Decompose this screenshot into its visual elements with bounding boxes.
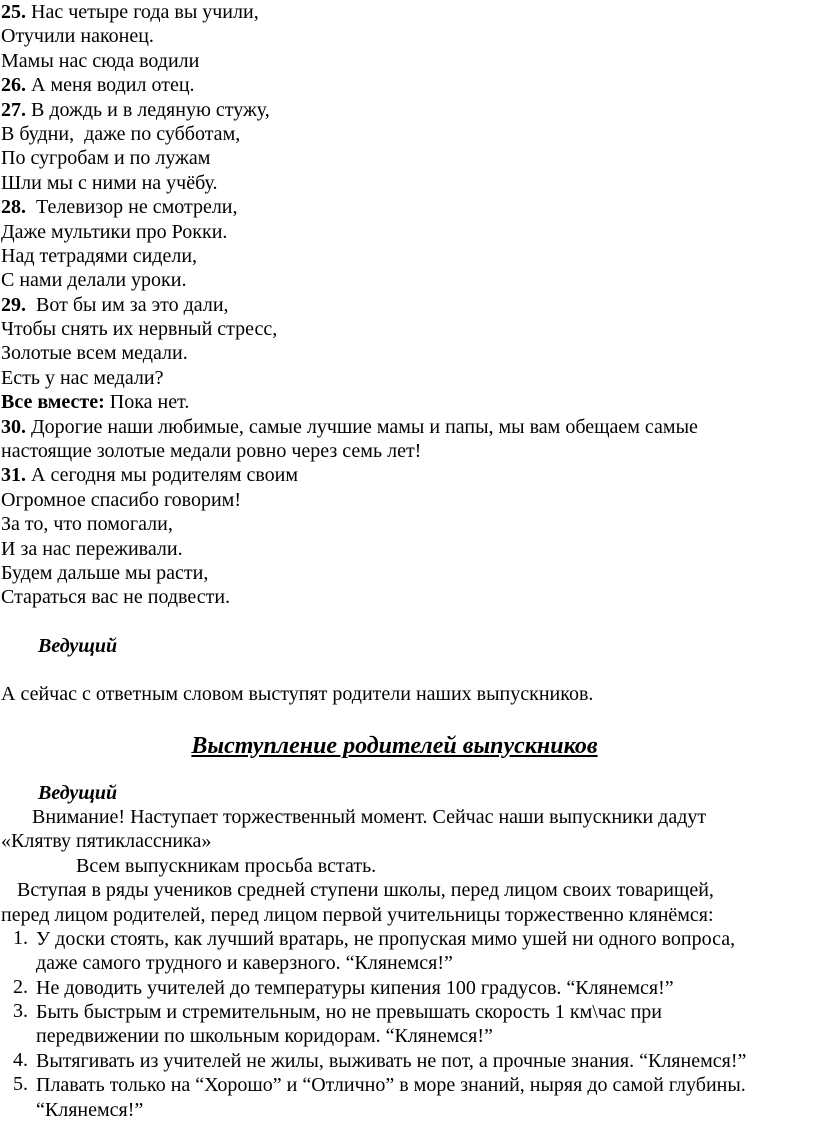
- oath-text: Быть быстрым и стремительным, но не превышать скорость 1 км\час при: [36, 1001, 662, 1024]
- verse-text: Даже мультики про Рокки.: [1, 220, 228, 243]
- verse-number: 27.: [1, 98, 26, 121]
- oath-intro-text: Вступая в ряды учеников средней ступени школы, перед лицом своих товарищей,: [17, 879, 714, 902]
- section-title: Выступление родителей выпускников: [191, 732, 598, 759]
- verse-text: Чтобы снять их нервный стресс,: [1, 318, 278, 341]
- poem-line: [1, 24, 816, 48]
- oath-number: 3.: [13, 1000, 28, 1023]
- spacer: [1, 610, 816, 634]
- poem-line: [1, 512, 816, 536]
- verse-text: Дорогие наши любимые, самые лучшие мамы и папы, мы вам обещаем самые: [26, 415, 698, 438]
- poem-line: [1, 537, 816, 561]
- oath-text: “Клянемся!”: [36, 1098, 144, 1121]
- oath-list: [1, 927, 816, 1122]
- poem-line: [1, 439, 816, 463]
- spacer: [1, 761, 816, 781]
- oath-number: 1.: [13, 926, 28, 949]
- verse-text: Над тетрадями сидели,: [1, 244, 198, 267]
- speaker-label: Ведущий: [38, 781, 118, 804]
- verse-text: Телевизор не смотрели,: [26, 196, 238, 219]
- poem-line: [1, 585, 816, 609]
- oath-text: передвижении по школьным коридорам. “Клянемся!”: [36, 1025, 493, 1048]
- verse-number: 25.: [1, 1, 26, 23]
- poem-line: [1, 268, 816, 292]
- poem-line: [1, 366, 816, 390]
- poem-line: [1, 171, 816, 195]
- verse-text: Будем дальше мы расти,: [1, 561, 209, 584]
- oath-text: Не доводить учителей до температуры кипения 100 градусов. “Клянемся!”: [36, 976, 674, 999]
- oath-number: 5.: [13, 1073, 28, 1096]
- poem-line: [1, 561, 816, 585]
- oath-number: 2.: [13, 975, 28, 998]
- oath-item: [1, 1049, 816, 1073]
- oath-text: У доски стоять, как лучший вратарь, не пропуская мимо ушей ни одного вопроса,: [36, 927, 736, 950]
- verse-text: В дождь и в ледяную стужу,: [26, 98, 270, 121]
- oath-item: [1, 976, 816, 1000]
- verse-text: А меня водил отец.: [26, 74, 195, 97]
- poem-line: [1, 220, 816, 244]
- verse-number: 26.: [1, 74, 26, 97]
- poem-line: [1, 463, 816, 487]
- intro-text: Внимание! Наступает торжественный момент. Сейчас наши выпускники дадут: [32, 805, 707, 828]
- poem-line: [1, 49, 816, 73]
- verse-text: Мамы нас сюда водили: [1, 49, 200, 72]
- verse-text: Вот бы им за это дали,: [26, 293, 229, 316]
- verse-text: Стараться вас не подвести.: [1, 586, 231, 609]
- poem-line: [1, 122, 816, 146]
- intro-text: «Клятву пятиклассника»: [1, 830, 212, 853]
- speaker-label: Ведущий: [38, 634, 118, 657]
- oath-item: [1, 1073, 816, 1122]
- poem-line: [1, 195, 816, 219]
- verse-number: 29.: [1, 293, 26, 316]
- verse-text: Золотые всем медали.: [1, 342, 188, 365]
- oath-intro-text: перед лицом родителей, перед лицом первой учительницы торжественно клянёмся:: [1, 903, 714, 926]
- verse-text: Шли мы с ними на учёбу.: [1, 171, 218, 194]
- oath-number: 4.: [13, 1048, 28, 1071]
- poem-line: [1, 341, 816, 365]
- poem-line: [1, 98, 816, 122]
- verse-text: В будни, даже по субботам,: [1, 122, 241, 145]
- poem-line: [1, 390, 816, 414]
- verse-number: 31.: [1, 464, 26, 487]
- poem-line: [1, 415, 816, 439]
- poem-line: [1, 244, 816, 268]
- verse-text: Отучили наконец.: [1, 25, 154, 48]
- oath-text: даже самого трудного и каверзного. “Клянемся!”: [36, 952, 453, 975]
- oath-item: [1, 927, 816, 976]
- oath-text: Плавать только на “Хорошо” и “Отлично” в море знаний, ныряя до самой глубины.: [36, 1074, 746, 1097]
- verse-text: С нами делали уроки.: [1, 269, 187, 292]
- poem-line: [1, 293, 816, 317]
- oath-text: Вытягивать из учителей не жилы, выживать не пот, а прочные знания. “Клянемся!”: [36, 1049, 747, 1072]
- verse-text: Пока нет.: [104, 391, 190, 414]
- verse-text: И за нас переживали.: [1, 537, 183, 560]
- verse-text: Огромное спасибо говорим!: [1, 488, 241, 511]
- poem-line: [1, 146, 816, 170]
- poem-line: [1, 488, 816, 512]
- poem-line: [1, 317, 816, 341]
- verse-text: настоящие золотые медали ровно через семь лет!: [1, 440, 422, 463]
- verse-number: 30.: [1, 415, 26, 438]
- oath-item: [1, 1000, 816, 1049]
- poem-line: [1, 73, 816, 97]
- verse-number: 28.: [1, 196, 26, 219]
- verse-text: Есть у нас медали?: [1, 366, 164, 389]
- poem-block: [1, 0, 816, 610]
- verse-text: А сегодня мы родителям своим: [26, 464, 299, 487]
- verse-number: Все вместе:: [1, 391, 105, 414]
- spacer: [1, 658, 816, 682]
- verse-text: По сугробам и по лужам: [1, 147, 211, 170]
- poem-line: [1, 0, 816, 24]
- announcement-text: А сейчас с ответным словом выступят родители наших выпускников.: [1, 683, 594, 706]
- verse-text: За то, что помогали,: [1, 513, 173, 536]
- verse-text: Нас четыре года вы учили,: [26, 1, 259, 23]
- intro-text: Всем выпускникам просьба встать.: [76, 854, 377, 877]
- spacer: [1, 707, 816, 731]
